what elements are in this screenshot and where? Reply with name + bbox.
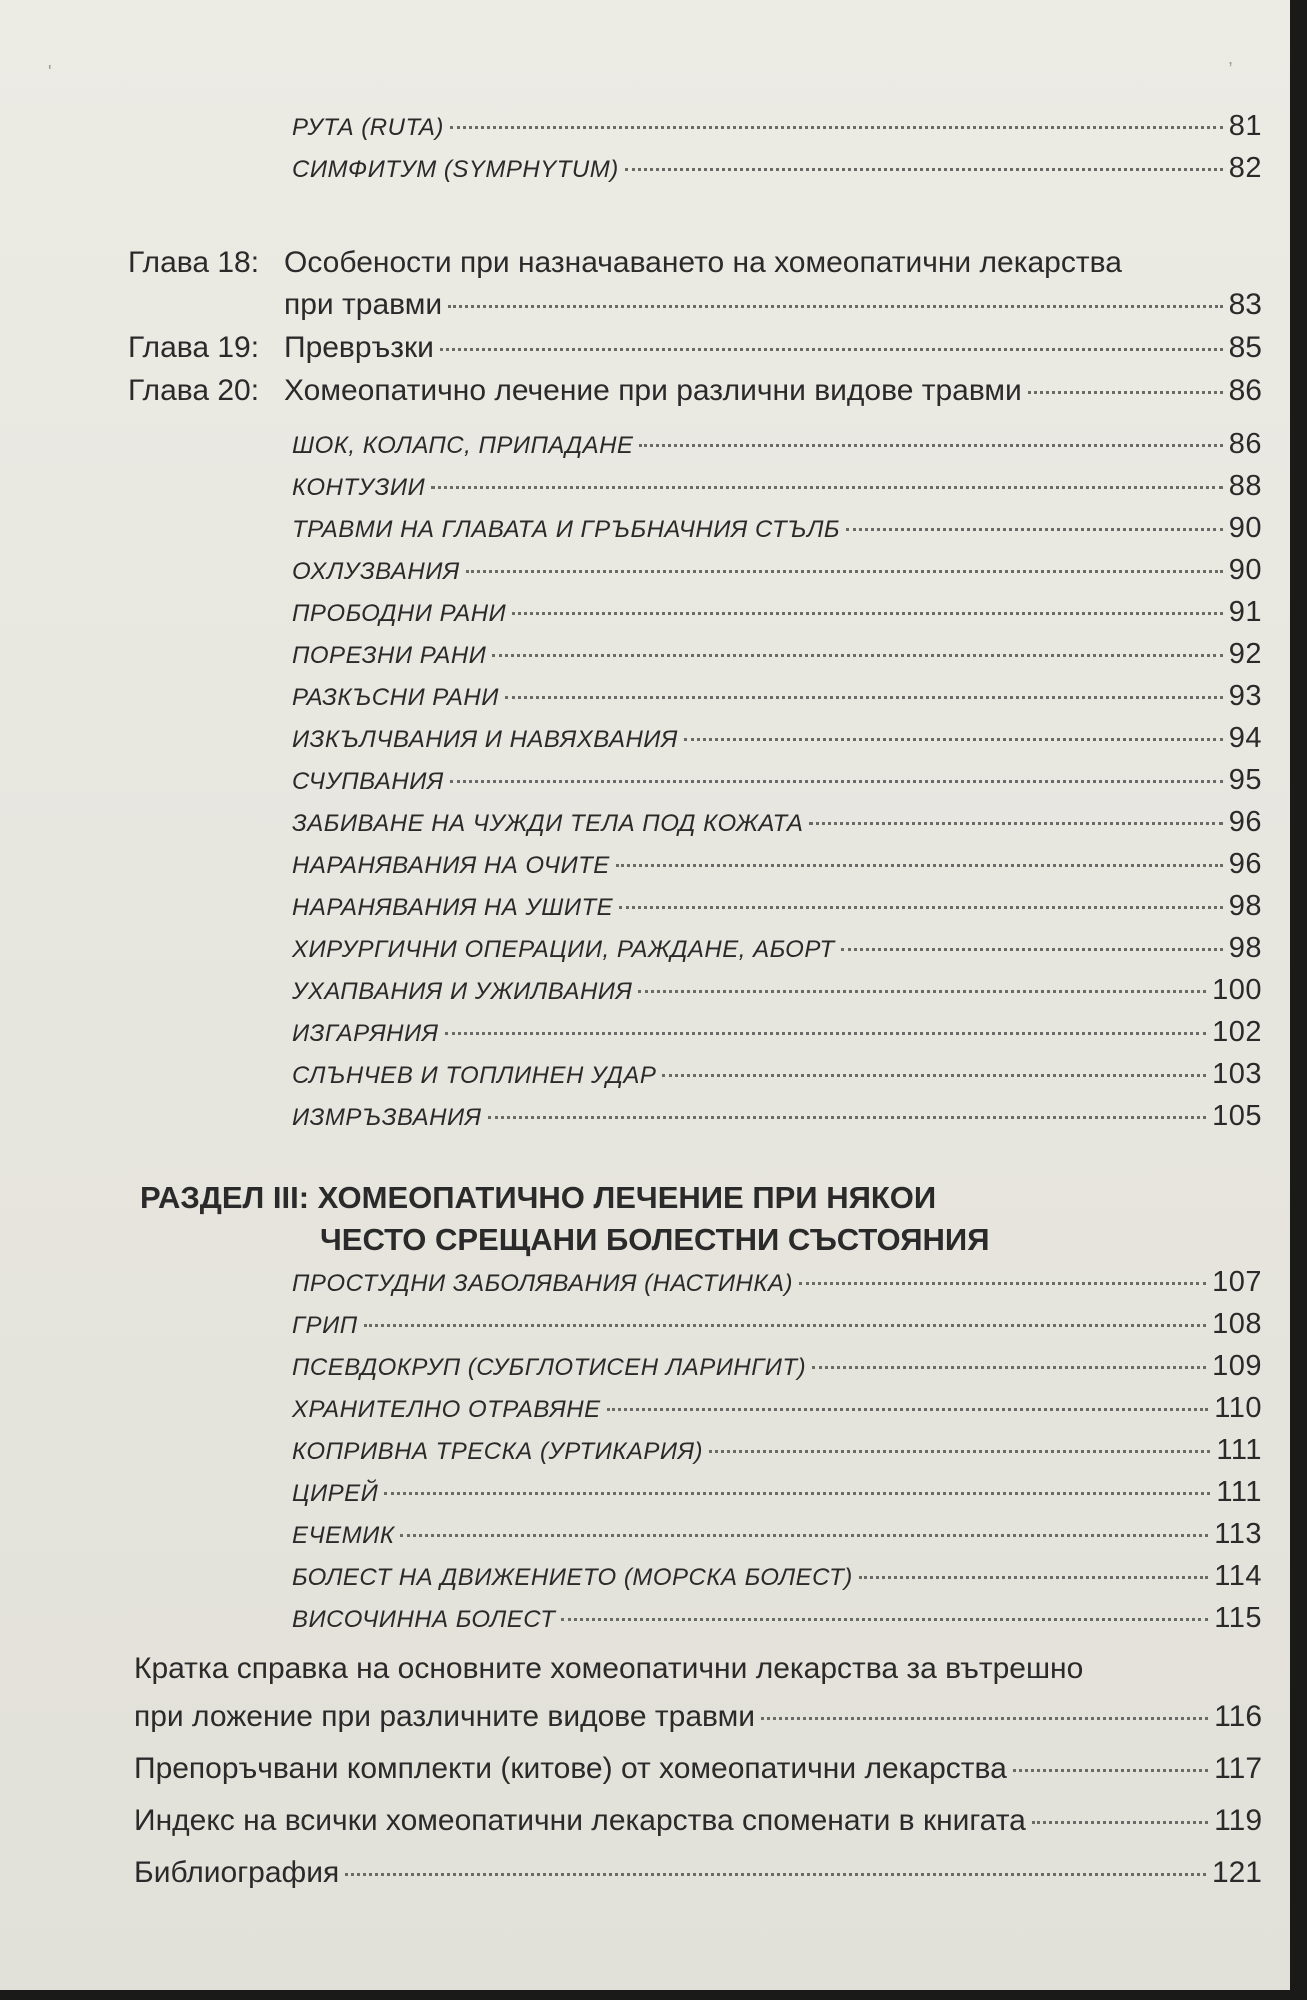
dot-leader (561, 1618, 1208, 1621)
toc-page-number: 111 (1216, 1476, 1262, 1508)
dot-leader (859, 1576, 1208, 1579)
toc-entry-label: ПСЕВДОКРУП (СУБГЛОТИСЕН ЛАРИНГИТ) (292, 1354, 807, 1381)
toc-entry-label: ХРАНИТЕЛНО ОТРАВЯНЕ (292, 1396, 601, 1423)
toc-page-number: 108 (1212, 1308, 1262, 1340)
toc-page-number: 88 (1228, 470, 1262, 502)
toc-entry-label: КОПРИВНА ТРЕСКА (УРТИКАРИЯ) (292, 1438, 703, 1465)
toc-entry-label: УХАПВАНИЯ И УЖИЛВАНИЯ (292, 978, 633, 1005)
toc-entry-label: Библиография (134, 1856, 340, 1889)
toc-page-number: 121 (1211, 1856, 1262, 1889)
dot-leader (607, 1408, 1209, 1411)
chapter-18-title-line1: Особености при назначаването на хомеопатични лекарства (284, 246, 1122, 279)
toc-entry-label: ХИРУРГИЧНИ ОПЕРАЦИИ, РАЖДАНЕ, АБОРТ (292, 936, 835, 963)
dot-leader (761, 1717, 1208, 1720)
toc-subentry (292, 764, 1262, 797)
chapter-18-title-line2: при травми (284, 288, 443, 321)
toc-entry-ruta (292, 110, 1262, 143)
toc-subentry (292, 1308, 1262, 1341)
toc-subentry (292, 974, 1262, 1007)
toc-page-number: 114 (1214, 1560, 1262, 1592)
toc-entry-label: ПОРЕЗНИ РАНИ (292, 642, 487, 669)
dot-leader (445, 1032, 1207, 1035)
dot-leader (505, 696, 1223, 699)
dot-leader (662, 1074, 1206, 1077)
toc-page-number: 113 (1214, 1518, 1262, 1550)
dot-leader (492, 654, 1222, 657)
toc-page-number: 109 (1212, 1350, 1262, 1382)
dot-leader (364, 1324, 1206, 1327)
toc-page-number: 117 (1214, 1752, 1262, 1785)
chapter-20-prefix: Глава 20: (128, 374, 260, 407)
appendix-entry-index (134, 1804, 1262, 1838)
reference-title-line1: Кратка справка на основните хомеопатични лекарства за вътрешно (134, 1652, 1084, 1685)
toc-subentry (292, 554, 1262, 587)
toc-subentry (292, 638, 1262, 671)
toc-subentry (292, 680, 1262, 713)
dot-leader (638, 990, 1206, 993)
toc-entry-label: НАРАНЯВАНИЯ НА ОЧИТЕ (292, 852, 610, 879)
page-speck: ' (48, 62, 52, 82)
toc-entry-label: ИЗКЪЛЧВАНИЯ И НАВЯХВАНИЯ (292, 726, 678, 753)
toc-subentry (292, 1476, 1262, 1509)
toc-subentry (292, 890, 1262, 923)
toc-page-number: 81 (1228, 110, 1262, 142)
toc-subentry (292, 1058, 1262, 1091)
toc-subentry (292, 1560, 1262, 1593)
dot-leader (639, 444, 1222, 447)
dot-leader (625, 168, 1223, 171)
toc-page-number: 90 (1228, 554, 1262, 586)
toc-entry-label: НАРАНЯВАНИЯ НА УШИТЕ (292, 894, 614, 921)
toc-page-number: 110 (1214, 1392, 1262, 1424)
toc-page-number: 96 (1228, 806, 1262, 838)
toc-page-number: 98 (1228, 890, 1262, 922)
dot-leader (619, 906, 1223, 909)
section-3-heading-line2: ЧЕСТО СРЕЩАНИ БОЛЕСТНИ СЪСТОЯНИЯ (320, 1222, 990, 1257)
toc-entry-label: СЛЪНЧЕВ И ТОПЛИНЕН УДАР (292, 1062, 657, 1089)
dot-leader (841, 948, 1223, 951)
toc-subentry (292, 470, 1262, 503)
dot-leader (1032, 1821, 1208, 1824)
toc-entry-label: СЧУПВАНИЯ (292, 768, 444, 795)
toc-entry-label: ЦИРЕЙ (292, 1480, 379, 1507)
toc-entry-symphytum (292, 152, 1262, 185)
toc-entry-label: РАЗКЪСНИ РАНИ (292, 684, 499, 711)
toc-subentry (292, 1016, 1262, 1049)
toc-subentry (292, 848, 1262, 881)
chapter-20-title: Хомеопатично лечение при различни видове травми (284, 374, 1022, 407)
toc-page-number: 95 (1228, 764, 1262, 796)
chapter-19-title: Превръзки (284, 331, 434, 364)
toc-page-number: 103 (1212, 1058, 1262, 1090)
toc-page-number: 85 (1228, 331, 1262, 364)
toc-page-number: 116 (1214, 1700, 1262, 1733)
dot-leader (1028, 391, 1223, 394)
reference-entry (134, 1700, 1262, 1734)
toc-subentry (292, 932, 1262, 965)
appendix-entry-bibliography (134, 1856, 1262, 1890)
dot-leader (709, 1450, 1210, 1453)
toc-entry-label: ЕЧЕМИК (292, 1522, 395, 1549)
chapter-19-prefix: Глава 19: (128, 331, 260, 364)
chapter-18-entry (284, 288, 1262, 322)
toc-subentry (292, 596, 1262, 629)
toc-entry-label: ИЗМРЪЗВАНИЯ (292, 1104, 482, 1131)
toc-subentry (292, 1602, 1262, 1635)
toc-page-number: 119 (1214, 1804, 1262, 1837)
toc-page-number: 107 (1212, 1266, 1262, 1298)
toc-entry-label: РУТА (RUTA) (292, 114, 444, 141)
toc-subentry (292, 806, 1262, 839)
toc-page-number: 105 (1212, 1100, 1262, 1132)
toc-entry-label: БОЛЕСТ НА ДВИЖЕНИЕТО (МОРСКА БОЛЕСТ) (292, 1564, 853, 1591)
dot-leader (512, 612, 1223, 615)
toc-page-number: 102 (1212, 1016, 1262, 1048)
toc-subentry (292, 1266, 1262, 1299)
toc-entry-label: ПРОСТУДНИ ЗАБОЛЯВАНИЯ (НАСТИНКА) (292, 1270, 793, 1297)
dot-leader (400, 1534, 1208, 1537)
dot-leader (450, 780, 1223, 783)
toc-page-number: 86 (1228, 374, 1262, 407)
toc-entry-label: ЗАБИВАНЕ НА ЧУЖДИ ТЕЛА ПОД КОЖАТА (292, 810, 804, 837)
dot-leader (450, 126, 1223, 129)
toc-entry-label: ВИСОЧИННА БОЛЕСТ (292, 1606, 556, 1633)
toc-page-number: 111 (1216, 1434, 1262, 1466)
dot-leader (1013, 1769, 1208, 1772)
toc-page-number: 96 (1228, 848, 1262, 880)
toc-entry-label: ПРОБОДНИ РАНИ (292, 600, 507, 627)
dot-leader (431, 486, 1223, 489)
toc-page-number: 93 (1228, 680, 1262, 712)
toc-entry-label: ГРИП (292, 1312, 358, 1339)
dot-leader (809, 822, 1222, 825)
toc-entry-label: Препоръчвани комплекти (китове) от хомеопатични лекарства (134, 1752, 1007, 1785)
dot-leader (616, 864, 1223, 867)
section-3-heading-line1: РАЗДЕЛ III: ХОМЕОПАТИЧНО ЛЕЧЕНИЕ ПРИ НЯКОИ (140, 1180, 937, 1215)
toc-page-number: 82 (1228, 152, 1262, 184)
page-speck: , (1228, 48, 1234, 68)
toc-subentry (292, 1350, 1262, 1383)
toc-subentry (292, 1518, 1262, 1551)
chapter-20-entry (284, 374, 1262, 408)
toc-page-number: 90 (1228, 512, 1262, 544)
toc-page-number: 91 (1228, 596, 1262, 628)
dot-leader (799, 1282, 1206, 1285)
toc-page-number: 98 (1228, 932, 1262, 964)
toc-subentry (292, 722, 1262, 755)
dot-leader (684, 738, 1223, 741)
toc-entry-label: ОХЛУЗВАНИЯ (292, 558, 460, 585)
chapter-19-entry (284, 331, 1262, 365)
toc-entry-label: Индекс на всички хомеопатични лекарства споменати в книгата (134, 1804, 1026, 1837)
toc-page-number: 115 (1214, 1602, 1262, 1634)
toc-page-number: 100 (1212, 974, 1262, 1006)
toc-subentry (292, 1392, 1262, 1425)
toc-page-number: 86 (1228, 428, 1262, 460)
toc-entry-label: ИЗГАРЯНИЯ (292, 1020, 439, 1047)
appendix-entry-kits (134, 1752, 1262, 1786)
toc-entry-label: СИМФИТУМ (SYMPHYTUM) (292, 156, 619, 183)
dot-leader (345, 1873, 1206, 1876)
toc-entry-label: ТРАВМИ НА ГЛАВАТА И ГРЪБНАЧНИЯ СТЪЛБ (292, 516, 841, 543)
reference-title-line2: при ложение при различните видове травми (134, 1700, 756, 1733)
dot-leader (440, 348, 1223, 351)
dot-leader (448, 305, 1223, 308)
toc-subentry (292, 1100, 1262, 1133)
toc-subentry (292, 428, 1262, 461)
dot-leader (384, 1492, 1210, 1495)
dot-leader (846, 528, 1223, 531)
toc-page-number: 92 (1228, 638, 1262, 670)
toc-entry-label: ШОК, КОЛАПС, ПРИПАДАНЕ (292, 432, 634, 459)
toc-page-number: 83 (1228, 288, 1262, 321)
dot-leader (466, 570, 1223, 573)
toc-subentry (292, 512, 1262, 545)
dot-leader (488, 1116, 1207, 1119)
toc-page-number: 94 (1228, 722, 1262, 754)
toc-subentry (292, 1434, 1262, 1467)
chapter-18-prefix: Глава 18: (128, 246, 260, 279)
toc-entry-label: КОНТУЗИИ (292, 474, 426, 501)
dot-leader (812, 1366, 1206, 1369)
